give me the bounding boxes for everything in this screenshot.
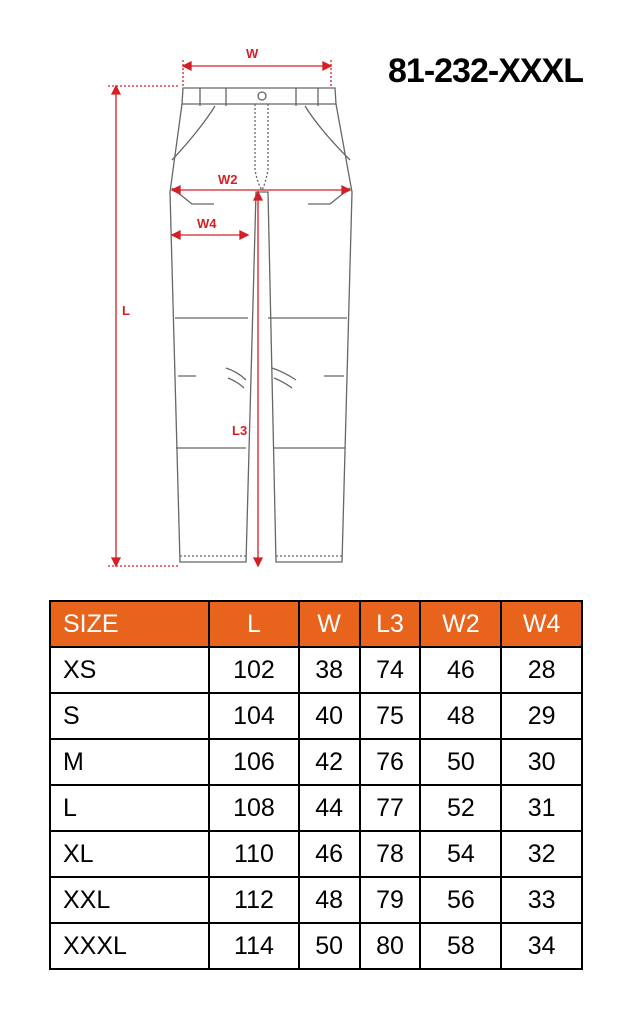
table-row bbox=[50, 693, 582, 739]
table-row bbox=[50, 647, 582, 693]
cell-w4: 32 bbox=[501, 831, 582, 877]
header-l3: L3 bbox=[360, 601, 421, 647]
cell-w4: 29 bbox=[501, 693, 582, 739]
cell-l: 104 bbox=[209, 693, 298, 739]
cell-w4: 31 bbox=[501, 785, 582, 831]
cell-w: 46 bbox=[299, 831, 360, 877]
trousers-outline bbox=[170, 88, 352, 562]
cell-l: 108 bbox=[209, 785, 298, 831]
dimension-labels bbox=[122, 46, 259, 438]
label-w2: W2 bbox=[218, 172, 238, 187]
cell-w: 40 bbox=[299, 693, 360, 739]
cell-size: S bbox=[50, 693, 209, 739]
cell-l3: 75 bbox=[360, 693, 421, 739]
cell-size: XS bbox=[50, 647, 209, 693]
cell-w: 48 bbox=[299, 877, 360, 923]
table-row bbox=[50, 877, 582, 923]
label-w4: W4 bbox=[197, 216, 217, 231]
cell-w2: 48 bbox=[420, 693, 501, 739]
cell-size: XXXL bbox=[50, 923, 209, 969]
product-code: 81-232-XXXL bbox=[388, 52, 583, 90]
cell-size: L bbox=[50, 785, 209, 831]
table-row bbox=[50, 785, 582, 831]
header-l: L bbox=[209, 601, 298, 647]
cell-l: 112 bbox=[209, 877, 298, 923]
header-w: W bbox=[299, 601, 360, 647]
label-l: L bbox=[122, 303, 130, 318]
cell-size: M bbox=[50, 739, 209, 785]
header-w4: W4 bbox=[501, 601, 582, 647]
size-table bbox=[49, 600, 583, 970]
header-w2: W2 bbox=[420, 601, 501, 647]
cell-w2: 54 bbox=[420, 831, 501, 877]
cell-size: XL bbox=[50, 831, 209, 877]
cell-size: XXL bbox=[50, 877, 209, 923]
cell-l3: 74 bbox=[360, 647, 421, 693]
label-w: W bbox=[246, 46, 259, 61]
cell-w: 38 bbox=[299, 647, 360, 693]
cell-w2: 50 bbox=[420, 739, 501, 785]
cell-l3: 76 bbox=[360, 739, 421, 785]
cell-w2: 46 bbox=[420, 647, 501, 693]
cell-l3: 78 bbox=[360, 831, 421, 877]
cell-l: 102 bbox=[209, 647, 298, 693]
cell-w: 50 bbox=[299, 923, 360, 969]
cell-w2: 56 bbox=[420, 877, 501, 923]
cell-l: 106 bbox=[209, 739, 298, 785]
table-row bbox=[50, 831, 582, 877]
label-l3: L3 bbox=[232, 423, 248, 438]
cell-l3: 79 bbox=[360, 877, 421, 923]
cell-w4: 28 bbox=[501, 647, 582, 693]
cell-w4: 30 bbox=[501, 739, 582, 785]
cell-l: 114 bbox=[209, 923, 298, 969]
cell-l3: 77 bbox=[360, 785, 421, 831]
cell-w: 44 bbox=[299, 785, 360, 831]
cell-w2: 52 bbox=[420, 785, 501, 831]
cell-l: 110 bbox=[209, 831, 298, 877]
cell-w4: 34 bbox=[501, 923, 582, 969]
cell-w4: 33 bbox=[501, 877, 582, 923]
table-header-row bbox=[50, 601, 582, 647]
header-size: SIZE bbox=[50, 601, 209, 647]
measurement-lines bbox=[108, 60, 350, 566]
cell-w: 42 bbox=[299, 739, 360, 785]
cell-l3: 80 bbox=[360, 923, 421, 969]
table-row bbox=[50, 739, 582, 785]
cell-w2: 58 bbox=[420, 923, 501, 969]
table-row bbox=[50, 923, 582, 969]
